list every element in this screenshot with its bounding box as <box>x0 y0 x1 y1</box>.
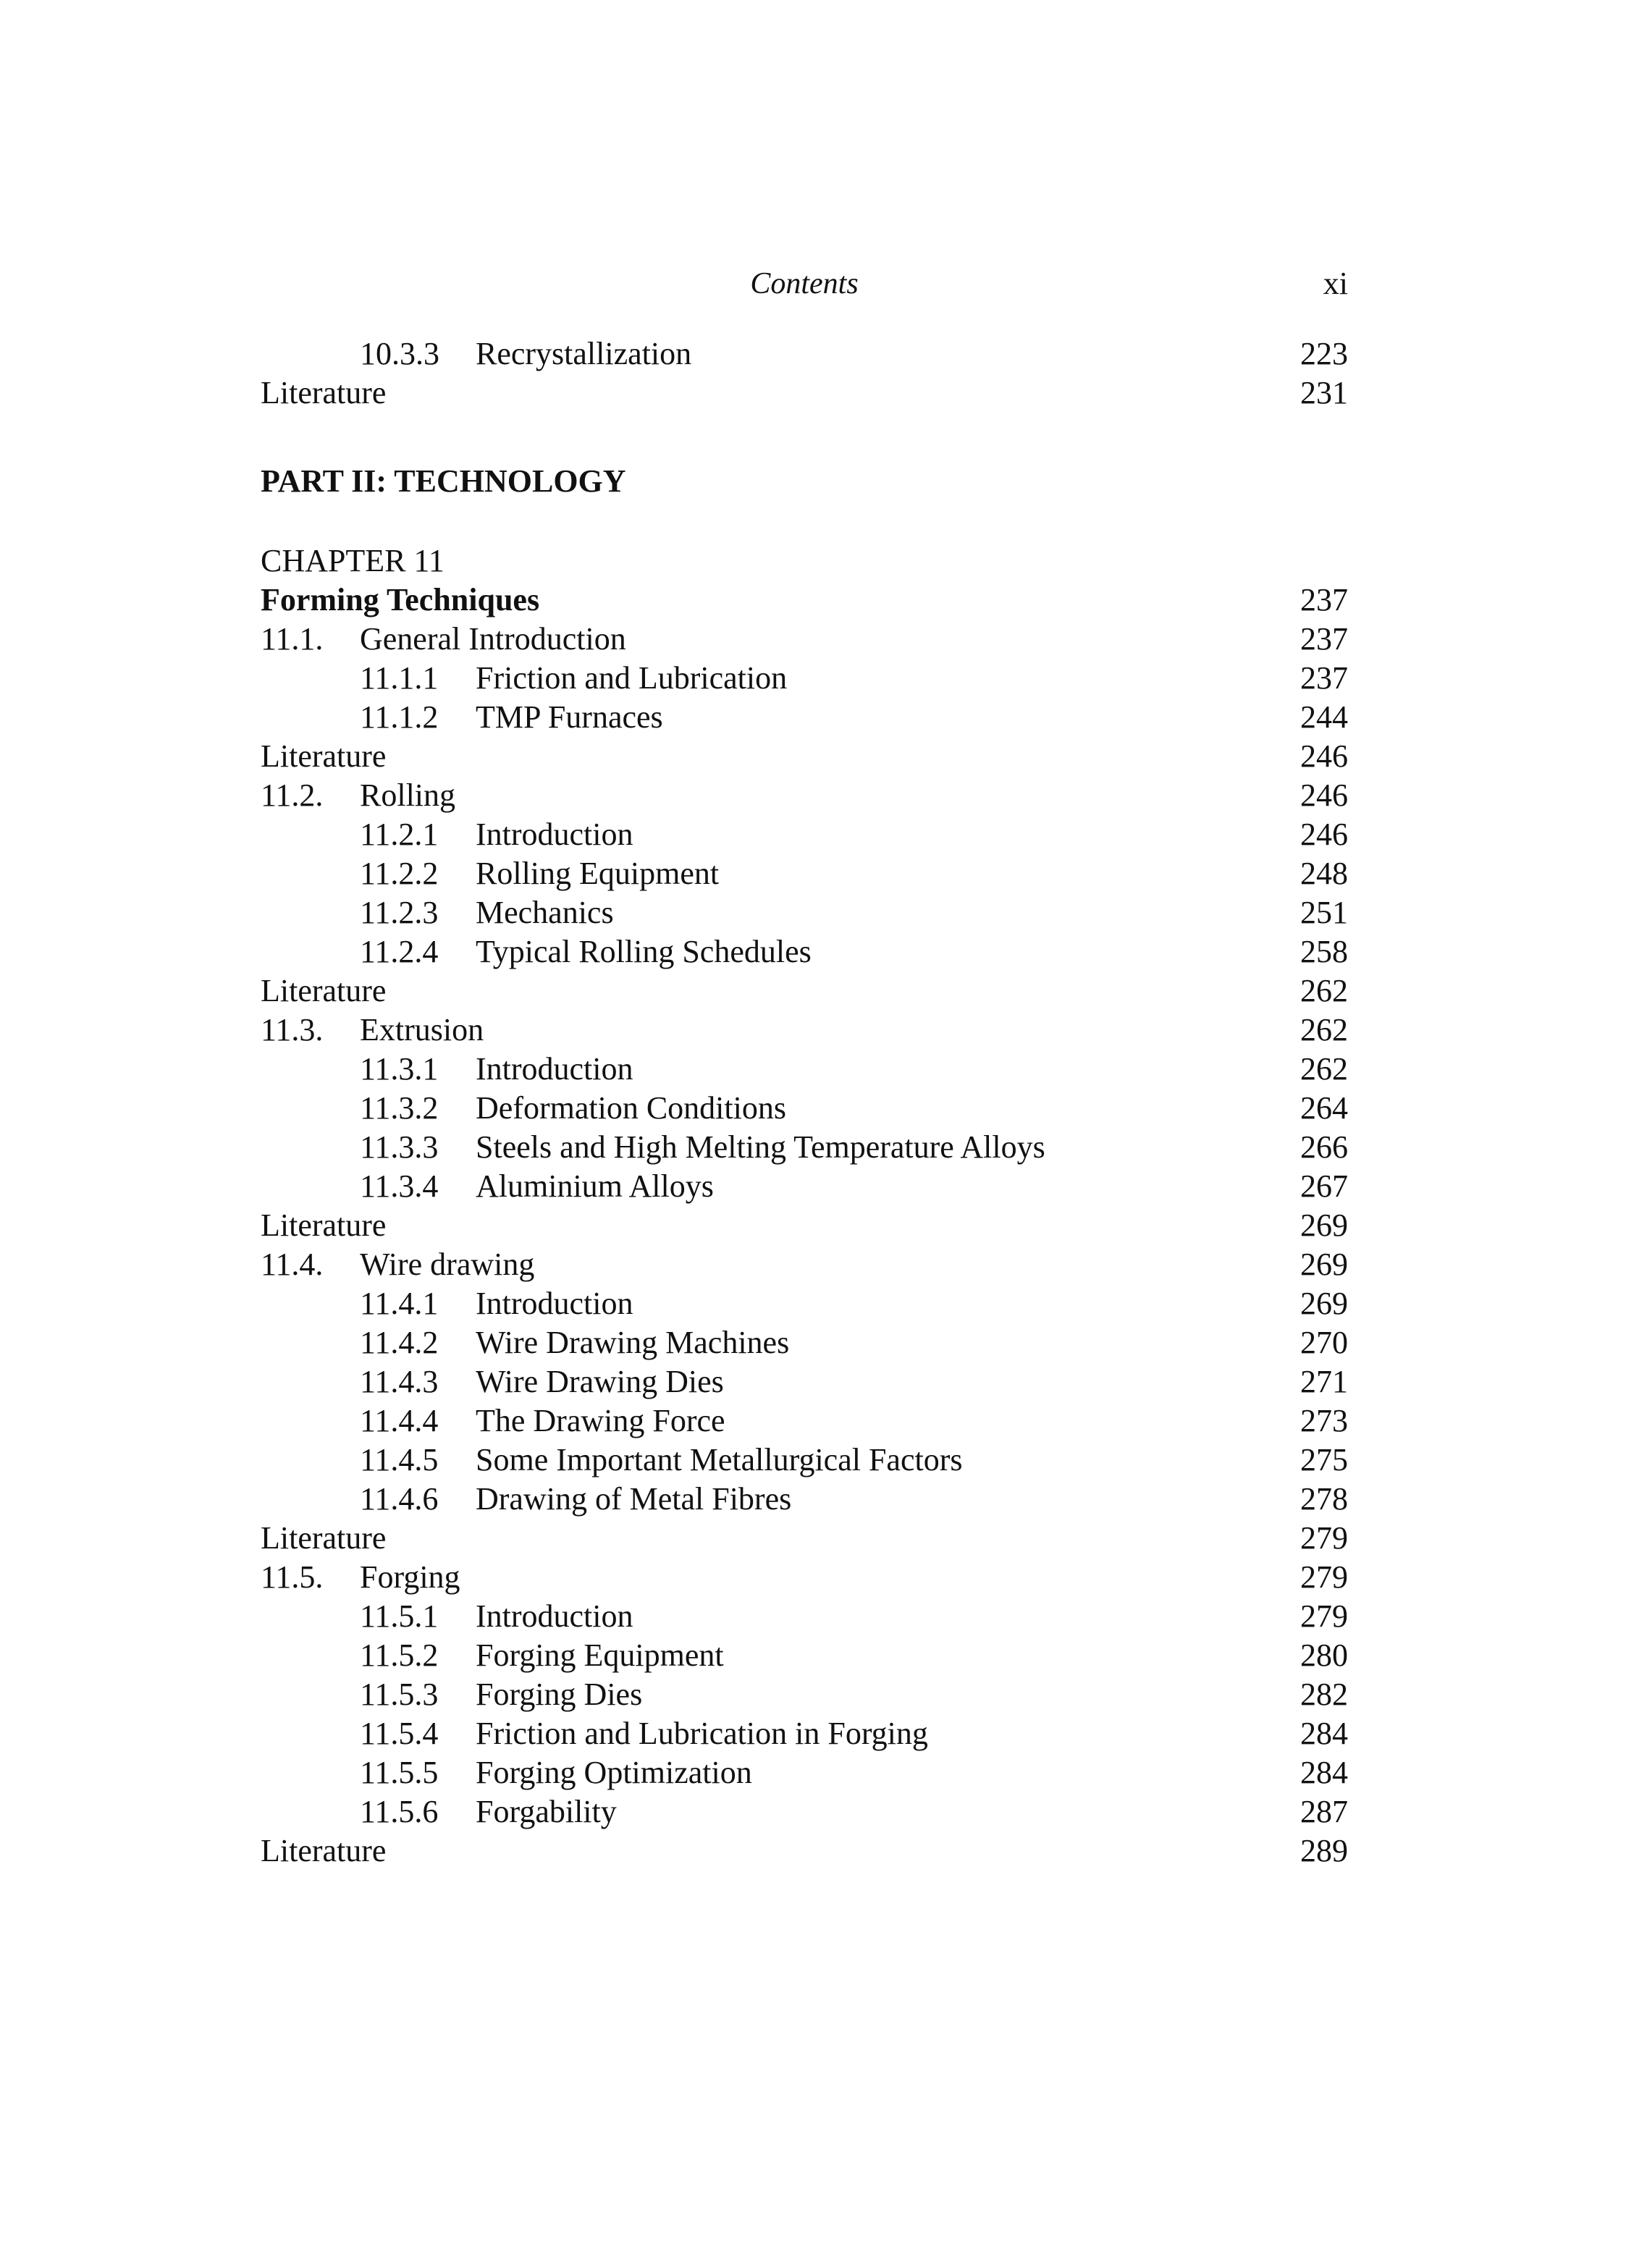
toc-entry-page: 270 <box>1300 1325 1348 1360</box>
toc-entry-page: 258 <box>1300 934 1348 969</box>
toc-entry-number: 11.4. <box>261 1247 324 1282</box>
toc-entry-number: 11.2.3 <box>360 895 439 930</box>
toc-entry-page: 237 <box>1300 582 1348 617</box>
toc-entry-label: Rolling <box>360 777 456 813</box>
toc-entry-section <box>261 1011 1348 1050</box>
toc-entry-page: 237 <box>1300 621 1348 657</box>
toc-entry-label: Introduction <box>476 1286 633 1321</box>
toc-entry-label: Forgability <box>476 1794 617 1829</box>
toc-entry-subsection <box>261 1050 1348 1089</box>
toc-entry-subsection <box>261 815 1348 854</box>
toc-entry-label: Aluminium Alloys <box>476 1168 714 1204</box>
toc-entry-page: 267 <box>1300 1168 1348 1204</box>
toc-entry-number: 11.3.4 <box>360 1168 439 1204</box>
toc-entry-label: Mechanics <box>476 895 614 930</box>
toc-entry-page: 275 <box>1300 1442 1348 1477</box>
chapter-label <box>261 541 1348 581</box>
toc-entry-number: 11.2.4 <box>360 934 439 969</box>
toc-entry-page: 248 <box>1300 856 1348 891</box>
toc-entry-subsection <box>261 1401 1348 1441</box>
toc-entry-label: Introduction <box>476 1598 633 1634</box>
toc-entry-section <box>261 1245 1348 1284</box>
toc-entry-number: 11.4.4 <box>360 1403 439 1438</box>
toc-entry-label: Introduction <box>476 817 633 852</box>
toc-entry-label: Some Important Metallurgical Factors <box>476 1442 963 1477</box>
toc-entry-number: 11.3.2 <box>360 1090 439 1126</box>
toc-entry-label: Drawing of Metal Fibres <box>476 1481 792 1517</box>
toc-entry-page: 280 <box>1300 1637 1348 1673</box>
toc-entry-number: 11.1. <box>261 621 324 657</box>
toc-entry-label: Literature <box>261 1207 387 1243</box>
toc-entry-page: 279 <box>1300 1598 1348 1634</box>
toc-entry-page: 282 <box>1300 1677 1348 1712</box>
toc-entry-subsection <box>261 1636 1348 1675</box>
toc-entry-subsection <box>261 854 1348 893</box>
toc-entry-section <box>261 776 1348 815</box>
part-title-text: PART II: TECHNOLOGY <box>261 463 626 499</box>
toc-entry-subsection <box>261 334 1348 374</box>
chapter-title-text: Forming Techniques <box>261 582 540 617</box>
toc-entry-page: 231 <box>1300 375 1348 410</box>
toc-entry-page: 262 <box>1300 1051 1348 1087</box>
toc-entry-label: Literature <box>261 973 387 1008</box>
toc-entry-number: 11.1.1 <box>360 660 439 696</box>
toc-entry-number: 10.3.3 <box>360 336 439 371</box>
toc-entry-number: 11.3.3 <box>360 1129 439 1165</box>
toc-entry-page: 246 <box>1300 817 1348 852</box>
toc-entry-subsection <box>261 1480 1348 1519</box>
toc-entry-number: 11.5.2 <box>360 1637 439 1673</box>
toc-entry-page: 269 <box>1300 1207 1348 1243</box>
toc-entry-number: 11.3. <box>261 1012 324 1047</box>
toc-entry-section <box>261 620 1348 659</box>
toc-entry-label: Extrusion <box>360 1012 484 1047</box>
toc-entry-number: 11.3.1 <box>360 1051 439 1087</box>
toc-entry-page: 269 <box>1300 1247 1348 1282</box>
toc-entry-page: 273 <box>1300 1403 1348 1438</box>
toc-entry-label: Forging Dies <box>476 1677 643 1712</box>
toc-entry-page: 264 <box>1300 1090 1348 1126</box>
running-header-title: Contents <box>750 267 859 300</box>
toc-entry-subsection <box>261 1089 1348 1128</box>
toc-entry-label: Friction and Lubrication in Forging <box>476 1716 928 1751</box>
toc-entry-literature <box>261 1831 1348 1871</box>
toc-entry-number: 11.4.2 <box>360 1325 439 1360</box>
toc-entry-page: 266 <box>1300 1129 1348 1165</box>
toc-entry-label: TMP Furnaces <box>476 699 663 735</box>
toc-entry-page: 223 <box>1300 336 1348 371</box>
toc-entry-page: 246 <box>1300 777 1348 813</box>
toc-entry-page: 284 <box>1300 1755 1348 1790</box>
toc-entry-number: 11.4.1 <box>360 1286 439 1321</box>
toc-entry-subsection <box>261 659 1348 698</box>
toc-entry-number: 11.5.1 <box>360 1598 439 1634</box>
toc-entry-literature <box>261 737 1348 776</box>
toc-entry-page: 278 <box>1300 1481 1348 1517</box>
toc-entry-number: 11.5.5 <box>360 1755 439 1790</box>
toc-entry-number: 11.5.3 <box>360 1677 439 1712</box>
toc-entry-label: Deformation Conditions <box>476 1090 786 1126</box>
toc-entry-label: Friction and Lubrication <box>476 660 788 696</box>
toc-entry-number: 11.5.6 <box>360 1794 439 1829</box>
toc-entry-subsection <box>261 698 1348 737</box>
page-number: xi <box>1323 266 1348 301</box>
toc-entry-label: General Introduction <box>360 621 626 657</box>
toc-entry-subsection <box>261 1714 1348 1753</box>
toc-entry-subsection <box>261 1323 1348 1362</box>
toc-entry-literature <box>261 374 1348 413</box>
toc-entry-number: 11.1.2 <box>360 699 439 735</box>
toc-entry-label: Introduction <box>476 1051 633 1087</box>
toc-entry-page: 262 <box>1300 1012 1348 1047</box>
toc-entry-number: 11.5. <box>261 1559 324 1595</box>
toc-entry-subsection <box>261 1597 1348 1636</box>
toc-entry-section <box>261 1558 1348 1597</box>
toc-entry-label: Forging <box>360 1559 460 1595</box>
toc-entry-label: Forging Optimization <box>476 1755 752 1790</box>
toc-entry-page: 271 <box>1300 1364 1348 1399</box>
toc-entry-page: 237 <box>1300 660 1348 696</box>
toc-entry-number: 11.2.2 <box>360 856 439 891</box>
toc-entry-subsection <box>261 1675 1348 1714</box>
running-header <box>261 262 1348 305</box>
toc-entry-subsection <box>261 1792 1348 1831</box>
toc-entry-label: Literature <box>261 1833 387 1868</box>
toc-entry-number: 11.4.3 <box>360 1364 439 1399</box>
toc-entry-page: 279 <box>1300 1559 1348 1595</box>
toc-entry-label: Literature <box>261 1520 387 1556</box>
toc-entry-label: Steels and High Melting Temperature Alloys <box>476 1129 1045 1165</box>
toc-entry-subsection <box>261 1167 1348 1206</box>
toc-entry-literature <box>261 971 1348 1011</box>
chapter-title <box>261 581 1348 620</box>
toc-entry-page: 269 <box>1300 1286 1348 1321</box>
toc-entry-page: 289 <box>1300 1833 1348 1868</box>
toc-entry-number: 11.2.1 <box>360 817 439 852</box>
toc-entry-label: Forging Equipment <box>476 1637 724 1673</box>
toc-entry-page: 279 <box>1300 1520 1348 1556</box>
toc-entry-number: 11.5.4 <box>360 1716 439 1751</box>
toc-entry-page: 246 <box>1300 738 1348 774</box>
toc-entry-subsection <box>261 1441 1348 1480</box>
toc-entry-number: 11.2. <box>261 777 324 813</box>
toc-entry-subsection <box>261 1362 1348 1401</box>
part-title <box>261 462 1348 501</box>
toc-entry-subsection <box>261 1284 1348 1323</box>
toc-entry-label: Wire Drawing Machines <box>476 1325 790 1360</box>
chapter-label-text: CHAPTER 11 <box>261 543 445 578</box>
toc-entry-number: 11.4.6 <box>360 1481 439 1517</box>
toc-entry-page: 251 <box>1300 895 1348 930</box>
toc-entry-literature <box>261 1206 1348 1245</box>
toc-entry-page: 244 <box>1300 699 1348 735</box>
toc-entry-page: 262 <box>1300 973 1348 1008</box>
toc-entry-label: The Drawing Force <box>476 1403 725 1438</box>
toc-entry-page: 284 <box>1300 1716 1348 1751</box>
toc-entry-number: 11.4.5 <box>360 1442 439 1477</box>
toc-entry-label: Wire Drawing Dies <box>476 1364 724 1399</box>
toc-entry-label: Typical Rolling Schedules <box>476 934 812 969</box>
toc-entry-label: Wire drawing <box>360 1247 535 1282</box>
toc-entry-literature <box>261 1519 1348 1558</box>
toc-entry-subsection <box>261 1128 1348 1167</box>
toc-entry-label: Literature <box>261 375 387 410</box>
toc-entry-subsection <box>261 1753 1348 1792</box>
toc-entry-subsection <box>261 893 1348 932</box>
toc-entry-label: Recrystallization <box>476 336 692 371</box>
toc-entry-label: Literature <box>261 738 387 774</box>
toc-entry-page: 287 <box>1300 1794 1348 1829</box>
toc-entry-label: Rolling Equipment <box>476 856 720 891</box>
toc-entry-subsection <box>261 932 1348 971</box>
